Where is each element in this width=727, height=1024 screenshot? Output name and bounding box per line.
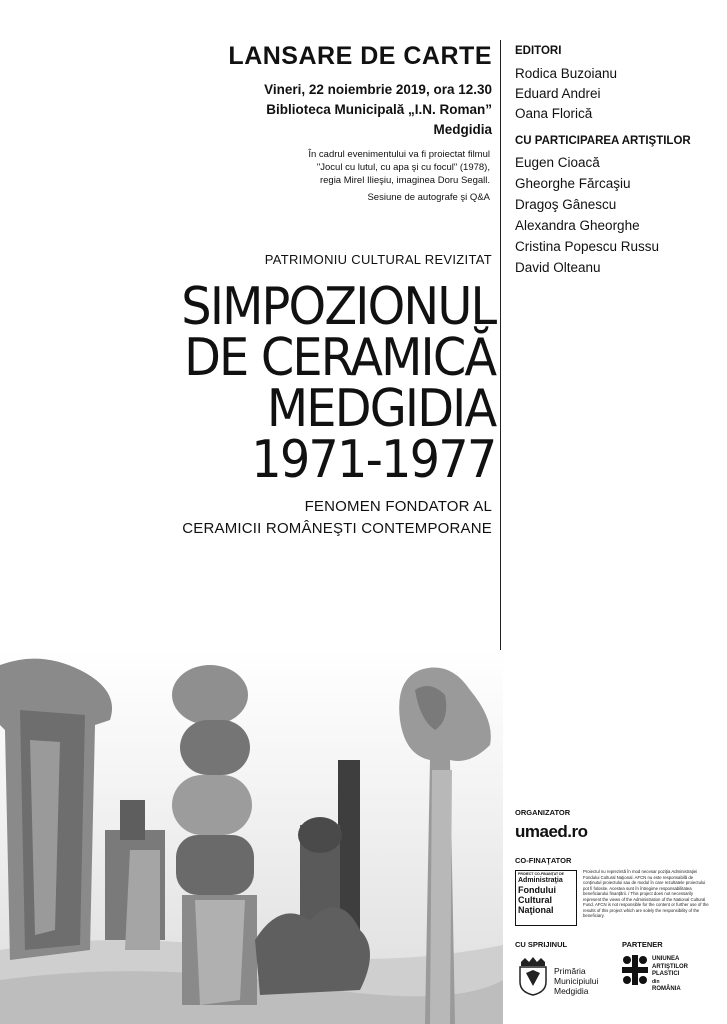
afcn-disclaimer: Proiectul nu reprezintă în mod necesar poziţia Administraţiei Fondului Cultural Naţional. AFCN nu este responsabilă de conţinutul proiectului sau de modul în care rezultatele proiectului pot fi folosite. Acestea sunt în întregime responsabilitatea beneficiarului finanţării. / This project does not necessarily represent the views of the Administration of the National Cultural Fund. AFCN is not responsible for the content or further use of the results of this project which are solely the responsibility of the beneficiary. <box>583 869 709 918</box>
editor-name: Rodica Buzoianu <box>515 66 618 81</box>
artist-name: Dragoş Gânescu <box>515 197 617 212</box>
event-city: Medgidia <box>433 122 492 137</box>
uap-logo-line: ARTIŞTILOR <box>652 963 688 970</box>
artist-name: Cristina Popescu Russu <box>515 239 660 254</box>
afcn-logo-line: Fondului <box>518 885 556 895</box>
primaria-logo-line: Municipiului <box>554 976 599 986</box>
afcn-logo-line: Cultural <box>518 895 553 905</box>
event-note-line: regia Mirel Ilieşiu, imaginea Doru Segall. <box>319 175 490 186</box>
book-subtitle-line: CERAMICII ROMÂNEŞTI CONTEMPORANE <box>182 520 492 537</box>
artist-name: Alexandra Gheorghe <box>515 218 640 233</box>
uap-logo-line: UNIUNEA <box>652 956 680 962</box>
uap-logo-line: din <box>652 978 660 985</box>
cofinancer-label: CO-FINAŢATOR <box>515 856 572 865</box>
book-kicker: PATRIMONIU CULTURAL REVIZITAT <box>264 252 492 267</box>
event-venue: Biblioteca Municipală „I.N. Roman” <box>266 102 492 117</box>
afcn-logo-line: Naţional <box>518 905 554 915</box>
event-note-line: Sesiune de autografe şi Q&A <box>367 192 490 203</box>
book-title-line: SIMPOZIONUL <box>180 277 495 337</box>
support-label: CU SPRIJINUL <box>515 940 568 949</box>
primaria-logo-line: Primăria <box>554 966 586 976</box>
afcn-logo <box>515 870 577 926</box>
event-date: Vineri, 22 noiembrie 2019, ora 12.30 <box>264 82 492 97</box>
primaria-logo-text <box>554 966 598 996</box>
artist-name: Eugen Cioacă <box>515 155 600 170</box>
uap-logo-icon <box>622 955 648 985</box>
artist-name: Gheorghe Fărcaşiu <box>515 176 631 191</box>
artist-name: David Olteanu <box>515 260 601 275</box>
event-note-line: "Jocul cu lutul, cu apa şi cu focul" (1978), <box>316 162 490 173</box>
uap-logo-line: PLASTICI <box>652 971 680 977</box>
editor-name: Oana Florică <box>515 106 593 121</box>
primaria-logo-line: Medgidia <box>554 986 589 996</box>
book-title-line: DE CERAMICĂ <box>183 328 495 388</box>
editor-name: Eduard Andrei <box>515 86 601 101</box>
event-note-line: În cadrul evenimentului va fi proiectat filmul <box>308 149 490 160</box>
artists-heading: CU PARTICIPAREA ARTIŞTILOR <box>515 135 691 147</box>
event-title: LANSARE DE CARTE <box>228 42 492 70</box>
book-subtitle-line: FENOMEN FONDATOR AL <box>304 498 492 515</box>
partner-label: PARTENER <box>622 940 663 949</box>
afcn-logo-line: Administraţia <box>518 877 563 884</box>
afcn-logo-line: PROIECT CO-FINANŢAT DE <box>518 872 565 876</box>
medgidia-crest-icon <box>517 956 549 996</box>
uap-logo-text <box>652 956 688 994</box>
umaed-logo: umaed.ro <box>515 822 588 841</box>
editors-heading: EDITORI <box>515 45 562 57</box>
uap-logo-line: ROMÂNIA <box>652 986 681 992</box>
organizer-label: ORGANIZATOR <box>515 808 571 817</box>
book-title-line: 1971-1977 <box>250 430 495 490</box>
book-title-line: MEDGIDIA <box>266 379 495 439</box>
sculpture-photo <box>0 650 503 1024</box>
